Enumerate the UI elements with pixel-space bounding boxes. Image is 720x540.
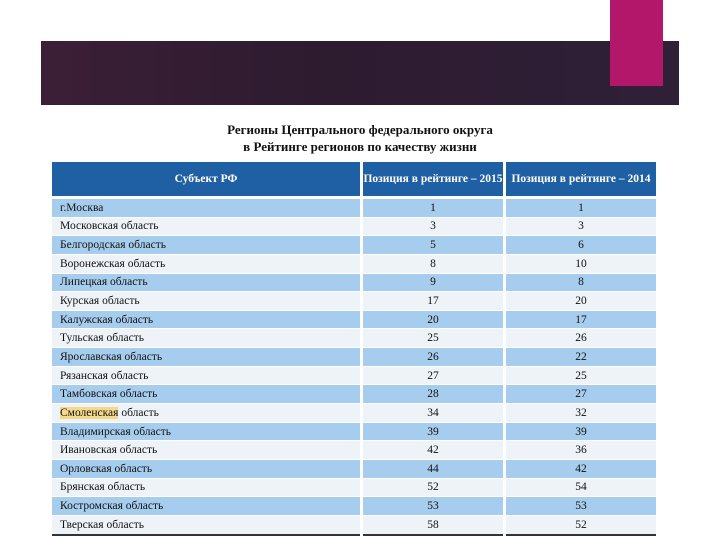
position-2015: 58 <box>363 516 503 536</box>
position-2015: 28 <box>363 385 503 404</box>
title-line-1: Регионы Центрального федерального округа <box>227 122 493 137</box>
table-row <box>52 311 656 330</box>
position-2015: 9 <box>363 274 503 293</box>
position-2014: 10 <box>506 255 656 274</box>
position-2015: 8 <box>363 255 503 274</box>
position-2014: 25 <box>506 367 656 386</box>
accent-bookmark <box>610 0 663 86</box>
region-name: г.Москва <box>52 199 360 218</box>
region-name <box>52 404 360 423</box>
position-2014: 54 <box>506 479 656 498</box>
position-2014: 17 <box>506 311 656 330</box>
position-2015: 25 <box>363 329 503 348</box>
region-name: Белгородская область <box>52 236 360 255</box>
position-2015: 27 <box>363 367 503 386</box>
position-2014: 27 <box>506 385 656 404</box>
title-line-2: в Рейтинге регионов по качеству жизни <box>243 139 477 154</box>
header-subject: Субъект РФ <box>52 162 360 199</box>
table-row <box>52 367 656 386</box>
position-2015: 34 <box>363 404 503 423</box>
region-name: Тамбовская область <box>52 385 360 404</box>
position-2015: 17 <box>363 292 503 311</box>
position-2015: 39 <box>363 423 503 442</box>
region-name: Владимирская область <box>52 423 360 442</box>
position-2014: 3 <box>506 218 656 237</box>
header-pos-2015: Позиция в рейтинге – 2015 <box>363 162 503 199</box>
position-2014: 53 <box>506 497 656 516</box>
position-2014: 20 <box>506 292 656 311</box>
position-2015: 44 <box>363 460 503 479</box>
highlighted-text: Смоленская <box>60 406 119 419</box>
position-2014: 22 <box>506 348 656 367</box>
region-name: Курская область <box>52 292 360 311</box>
table-row <box>52 348 656 367</box>
region-name: Тверская область <box>52 516 360 536</box>
region-name: Ярославская область <box>52 348 360 367</box>
position-2015: 26 <box>363 348 503 367</box>
position-2014: 32 <box>506 404 656 423</box>
region-name: Брянская область <box>52 479 360 498</box>
slide-banner <box>41 41 679 105</box>
table-header <box>52 162 656 199</box>
table-row <box>52 255 656 274</box>
table-row <box>52 385 656 404</box>
position-2014: 39 <box>506 423 656 442</box>
table-row <box>52 274 656 293</box>
region-name: Тульская область <box>52 329 360 348</box>
table-row <box>52 460 656 479</box>
position-2014: 36 <box>506 441 656 460</box>
region-name-rest: область <box>118 406 159 419</box>
table-row <box>52 218 656 237</box>
table-row <box>52 329 656 348</box>
region-name: Рязанская область <box>52 367 360 386</box>
ranking-table <box>49 162 659 536</box>
position-2014: 1 <box>506 199 656 218</box>
table-row <box>52 479 656 498</box>
position-2015: 5 <box>363 236 503 255</box>
region-name: Воронежская область <box>52 255 360 274</box>
position-2014: 8 <box>506 274 656 293</box>
region-name: Калужская область <box>52 311 360 330</box>
region-name: Орловская область <box>52 460 360 479</box>
position-2015: 53 <box>363 497 503 516</box>
table-row <box>52 497 656 516</box>
table-row <box>52 516 656 536</box>
position-2014: 26 <box>506 329 656 348</box>
position-2014: 42 <box>506 460 656 479</box>
position-2015: 3 <box>363 218 503 237</box>
ranking-table-container <box>52 162 661 536</box>
region-name: Московская область <box>52 218 360 237</box>
position-2014: 52 <box>506 516 656 536</box>
table-row <box>52 441 656 460</box>
region-name: Костромская область <box>52 497 360 516</box>
position-2015: 52 <box>363 479 503 498</box>
slide-title <box>150 121 570 155</box>
table-row <box>52 404 656 423</box>
table-row <box>52 423 656 442</box>
table-row <box>52 199 656 218</box>
region-name: Липецкая область <box>52 274 360 293</box>
table-body <box>52 199 656 536</box>
position-2015: 1 <box>363 199 503 218</box>
table-row <box>52 236 656 255</box>
table-row <box>52 292 656 311</box>
header-pos-2014: Позиция в рейтинге – 2014 <box>506 162 656 199</box>
position-2015: 42 <box>363 441 503 460</box>
position-2014: 6 <box>506 236 656 255</box>
region-name: Ивановская область <box>52 441 360 460</box>
position-2015: 20 <box>363 311 503 330</box>
